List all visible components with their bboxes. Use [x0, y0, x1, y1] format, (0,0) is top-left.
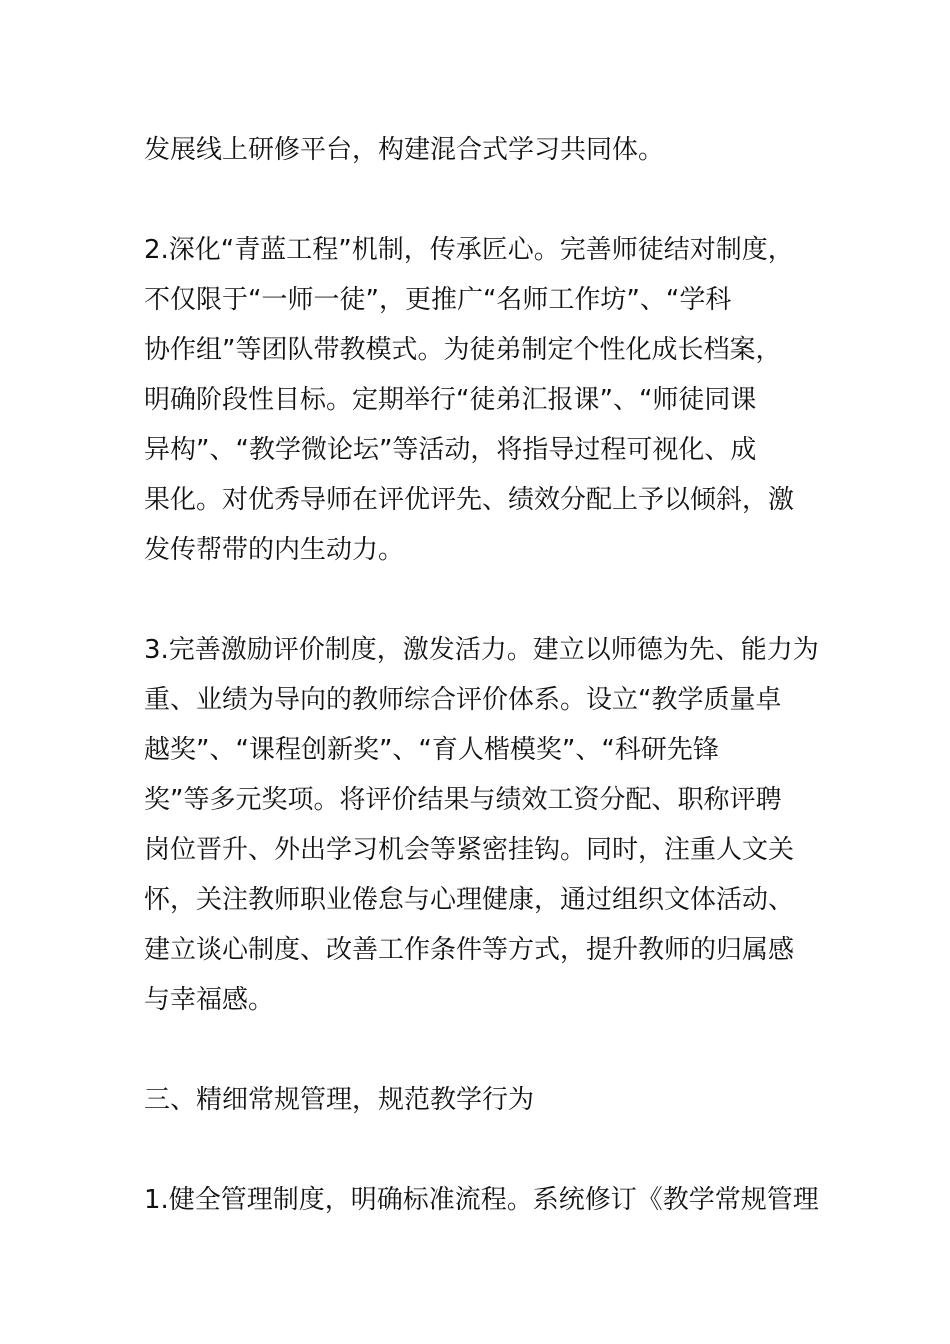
paragraph-line: 越奖”、“课程创新奖”、“育人楷模奖”、“科研先锋 [144, 735, 719, 765]
paragraph-line: 3.完善激励评价制度，激发活力。建立以师德为先、能力为 [144, 635, 819, 665]
paragraph-line: 2.深化“青蓝工程”机制，传承匠心。完善师徒结对制度， [144, 235, 794, 265]
paragraph-line: 不仅限于“一师一徒”，更推广“名师工作坊”、“学科 [144, 285, 732, 315]
paragraph-line: 协作组”等团队带教模式。为徒弟制定个性化成长档案， [144, 335, 782, 365]
section-heading: 三、精细常规管理，规范教学行为 [144, 1085, 535, 1115]
paragraph-line: 岗位晋升、外出学习机会等紧密挂钩。同时，注重人文关 [144, 835, 795, 865]
paragraph-line: 奖”等多元奖项。将评价结果与绩效工资分配、职称评聘 [144, 785, 782, 815]
paragraph-line: 果化。对优秀导师在评优评先、绩效分配上予以倾斜，激 [144, 485, 795, 515]
paragraph-line: 明确阶段性目标。定期举行“徒弟汇报课”、“师徒同课 [144, 385, 757, 415]
paragraph-line: 重、业绩为导向的教师综合评价体系。设立“教学质量卓 [144, 685, 782, 715]
paragraph-line: 发展线上研修平台，构建混合式学习共同体。 [144, 135, 665, 165]
paragraph-line: 发传帮带的内生动力。 [144, 535, 405, 565]
paragraph-line: 怀，关注教师职业倦怠与心理健康，通过组织文体活动、 [144, 885, 795, 915]
paragraph-line: 异构”、“教学微论坛”等活动，将指导过程可视化、成 [144, 435, 757, 465]
paragraph-line: 建立谈心制度、改善工作条件等方式，提升教师的归属感 [144, 935, 795, 965]
paragraph-line: 1.健全管理制度，明确标准流程。系统修订《教学常规管理 [144, 1185, 819, 1215]
paragraph-line: 与幸福感。 [144, 985, 275, 1015]
